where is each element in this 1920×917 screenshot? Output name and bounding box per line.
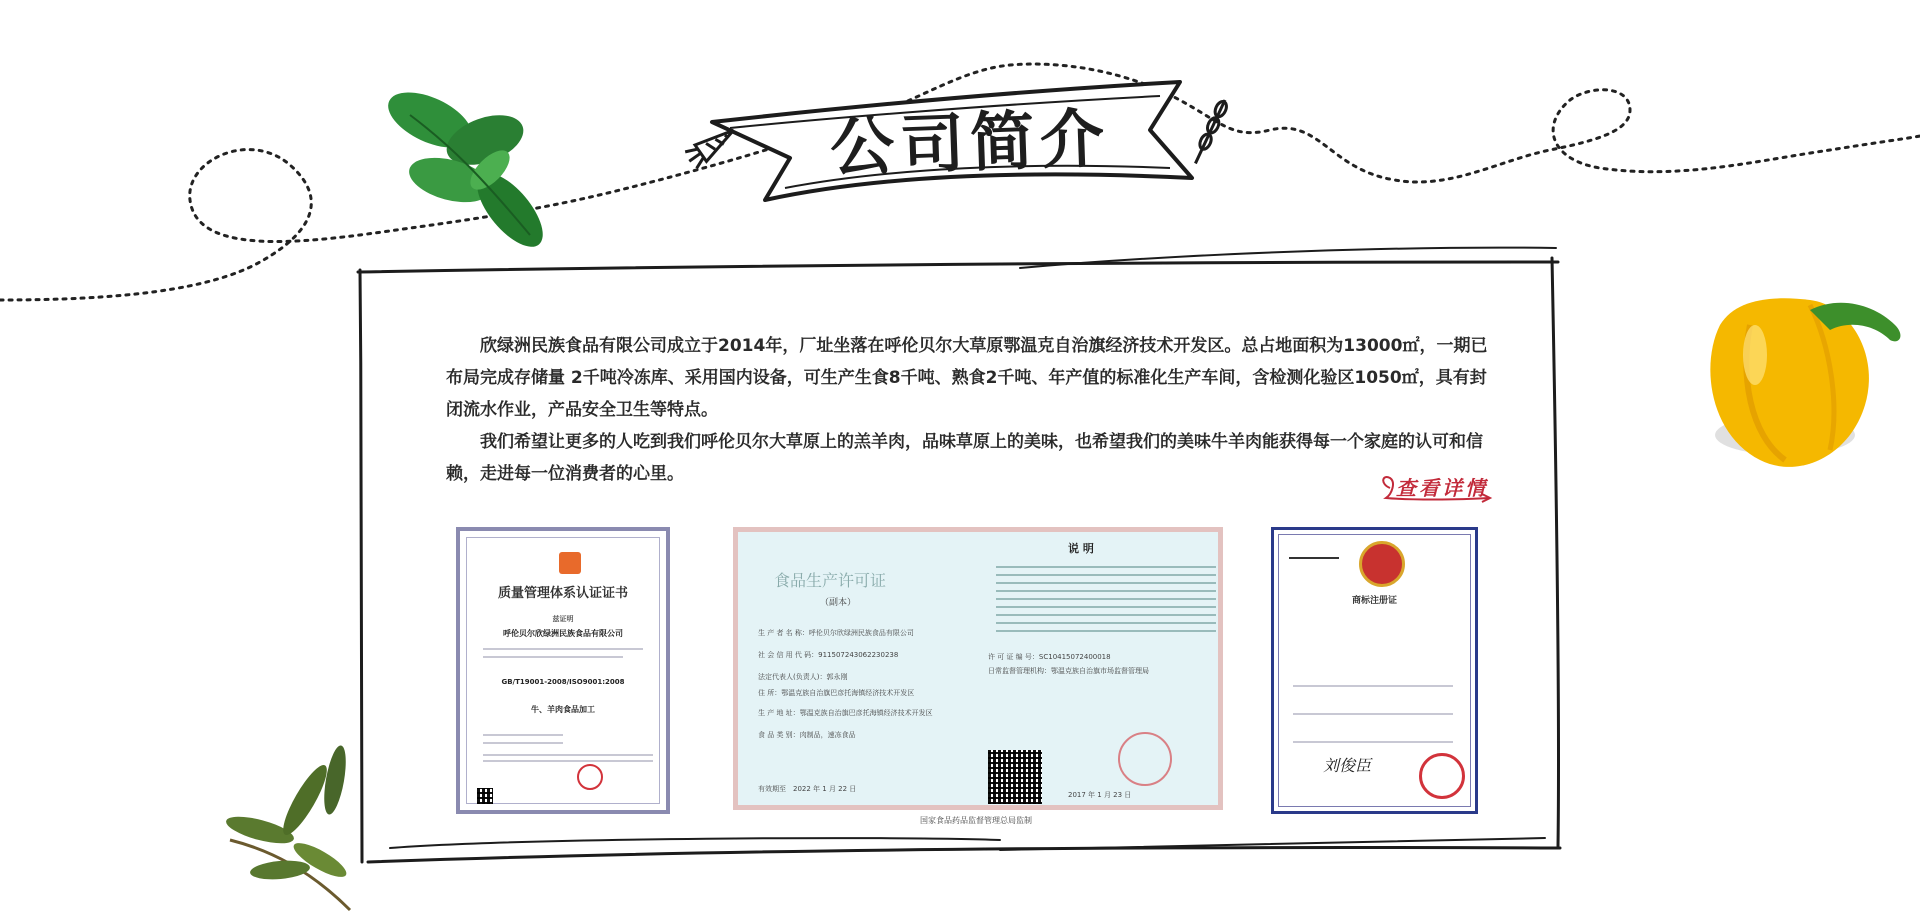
food-license-title: 食品生产许可证	[774, 571, 887, 590]
yellow-pepper-image	[1710, 298, 1900, 467]
residence-label: 住 所：	[758, 689, 782, 697]
national-emblem-icon	[1359, 541, 1405, 587]
food-license-subtitle: （副本）	[820, 598, 857, 608]
company-intro	[446, 330, 1501, 490]
trademark-certificate-image	[1271, 527, 1478, 814]
food-type-label: 食 品 类 别：	[758, 731, 800, 739]
trademark-title: 商标注册证	[1351, 596, 1397, 606]
quality-cert-scope: 牛、羊肉食品加工	[531, 705, 595, 714]
legal-rep-name: 郭永刚	[826, 673, 848, 681]
credit-code-label: 社 会 信 用 代 码：	[758, 651, 819, 659]
credit-code: 911507243062230238	[818, 651, 899, 659]
qr-code-image	[988, 750, 1042, 804]
quality-cert-title: 质量管理体系认证证书	[497, 586, 628, 601]
quality-certificate-image	[456, 527, 670, 814]
quality-cert-company: 呼伦贝尔欣绿洲民族食品有限公司	[503, 629, 623, 638]
intro-paragraph-1: 欣绿洲民族食品有限公司成立于2014年，厂址坐落在呼伦贝尔大草原鄂温克自治旗经济技术开发区。总占地面积为13000㎡，一期已布局完成存储量 2千吨冷冻库、采用国内设备，可生产生食8千吨、熟食2千吨、年产值的标准化生产车间，含检测化验区1050㎡，具有封闭流水作业，产品安全卫生等特点。	[446, 336, 1488, 420]
permit-no: SC10415072400018	[1038, 653, 1111, 661]
food-license-issuer: 国家食品药品监督管理总局监制	[920, 816, 1032, 825]
producer-label: 生 产 者 名 称：	[758, 629, 809, 637]
page-title: 公司简介	[829, 102, 1112, 186]
food-license-image	[733, 527, 1223, 810]
quality-cert-label: 兹证明	[552, 615, 574, 623]
agency: 鄂温克族自治旗市场监督管理局	[1051, 667, 1149, 675]
issue-date: 2017 年 1 月 23 日	[1068, 791, 1132, 799]
agency-label: 日常监督管理机构：	[988, 667, 1051, 675]
food-type: 肉制品，速冻食品	[799, 731, 856, 739]
trademark-signature: 刘俊臣	[1323, 756, 1372, 775]
view-details-label: 查看详情	[1396, 476, 1488, 500]
permit-no-label: 许 可 证 编 号：	[988, 653, 1039, 661]
notes-title: 说 明	[1068, 542, 1094, 555]
producer-name: 呼伦贝尔欣绿洲民族食品有限公司	[808, 629, 914, 637]
leaf-sprig-image	[224, 744, 351, 910]
production-address: 鄂温克族自治旗巴彦托海镇经济技术开发区	[799, 709, 933, 717]
quality-cert-standard: GB/T19001-2008/ISO9001:2008	[501, 678, 625, 686]
legal-rep-label: 法定代表人(负责人)：	[758, 673, 827, 681]
logo-icon	[559, 552, 581, 574]
official-seal-image	[1118, 732, 1172, 786]
valid-until-label: 有效期至	[758, 785, 786, 793]
trademark-seal-image	[1419, 753, 1465, 799]
intro-paragraph-2: 我们希望让更多的人吃到我们呼伦贝尔大草原上的羔羊肉，品味草原上的美味，也希望我们的美味牛羊肉能获得每一个家庭的认可和信赖，走进每一位消费者的心里。	[446, 432, 1483, 484]
mint-leaves-image	[380, 81, 554, 257]
residence-address: 鄂温克族自治旗巴彦托海镇经济技术开发区	[781, 689, 915, 697]
fork-doodle	[1191, 98, 1230, 166]
valid-until-date: 2022 年 1 月 22 日	[793, 785, 857, 793]
production-site-label: 生 产 地 址：	[758, 709, 800, 717]
view-details-link[interactable]	[1378, 470, 1498, 506]
